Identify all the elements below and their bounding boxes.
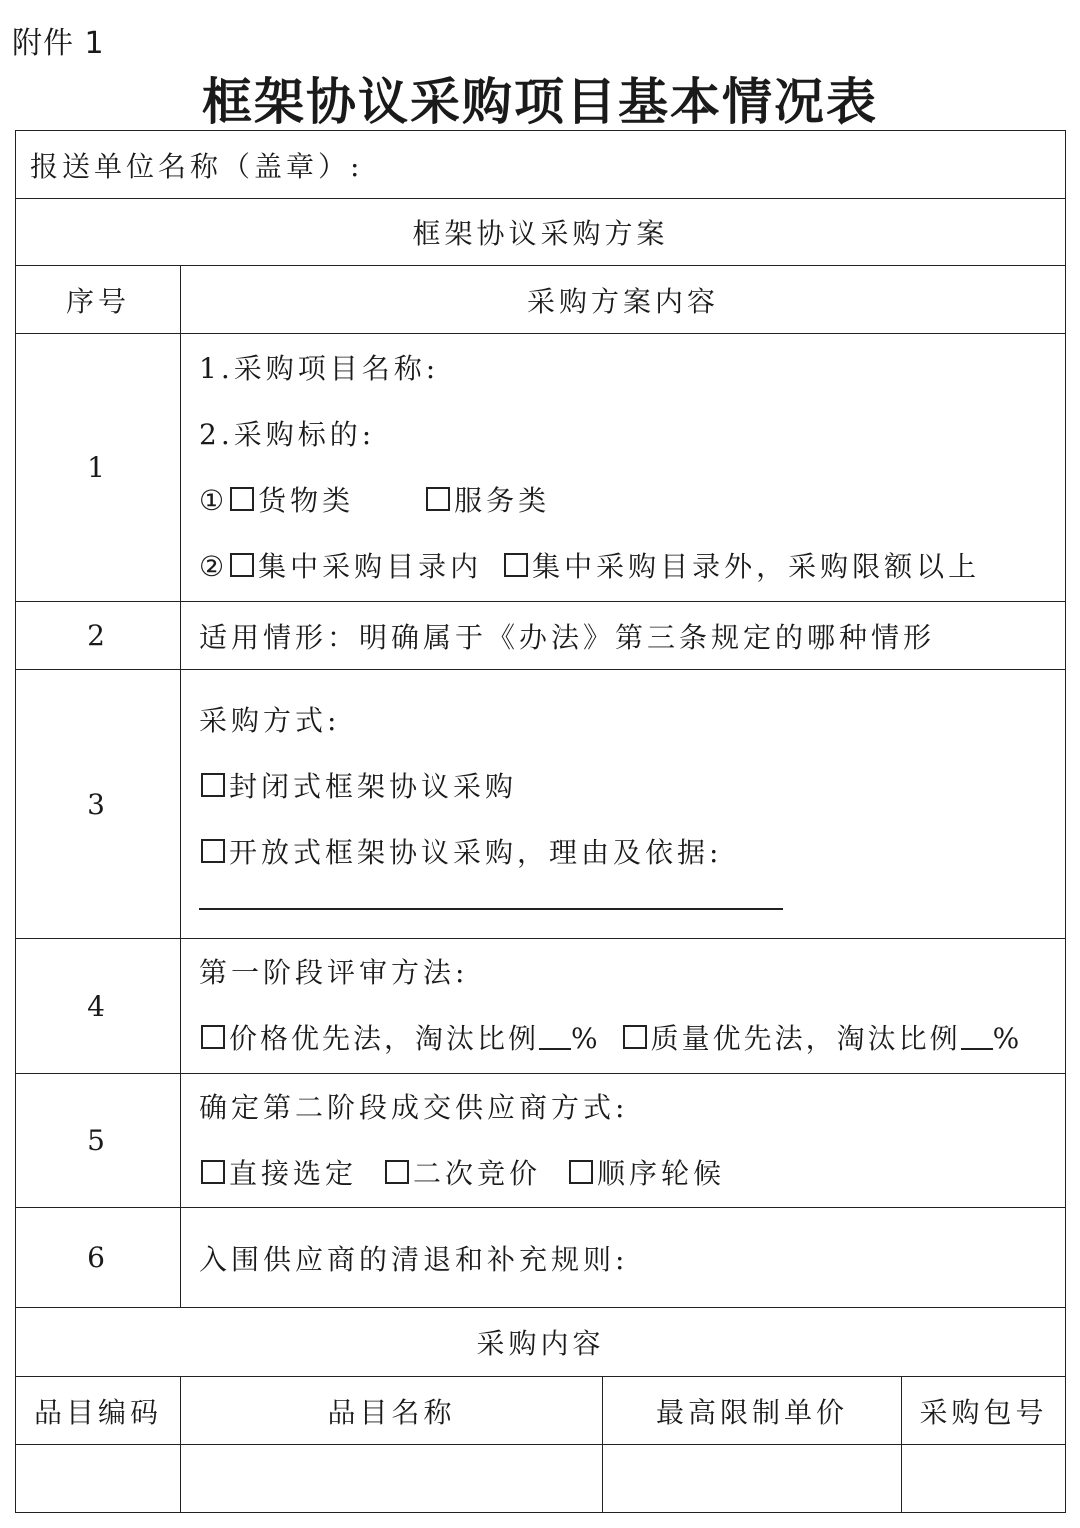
second-bid-checkbox[interactable]: [385, 1160, 409, 1184]
purchase-section-title: 采购内容: [16, 1308, 1066, 1377]
closed-label: 封闭式框架协议采购: [229, 770, 518, 803]
circled-one-mark: ①: [199, 483, 229, 517]
row-4-content: [181, 939, 1066, 1074]
item-code-header: 品目编码: [16, 1377, 181, 1445]
row-1-content: [181, 334, 1066, 602]
goods-checkbox[interactable]: [230, 487, 254, 511]
quality-priority-checkbox[interactable]: [623, 1025, 647, 1049]
max-price-header: 最高限制单价: [603, 1377, 902, 1445]
info-table: [15, 130, 1066, 1513]
package-number-header: 采购包号: [902, 1377, 1066, 1445]
price-priority-label: 价格优先法，淘汰比例: [229, 1022, 540, 1055]
row-5-seq: 5: [16, 1074, 181, 1208]
percent-sign: %: [571, 1022, 601, 1055]
max-price-cell[interactable]: [603, 1445, 902, 1513]
service-checkbox[interactable]: [426, 487, 450, 511]
row-5-content: [181, 1074, 1066, 1208]
out-catalog-checkbox[interactable]: [504, 553, 528, 577]
closed-checkbox[interactable]: [201, 773, 225, 797]
page-title: 框架协议采购项目基本情况表: [202, 72, 878, 131]
item-name-header: 品目名称: [181, 1377, 603, 1445]
catalog-options: [199, 534, 1065, 600]
percent-sign: %: [992, 1022, 1023, 1055]
open-checkbox[interactable]: [201, 839, 225, 863]
project-name-label: 1.采购项目名称:: [199, 351, 440, 385]
target-type-options: [199, 468, 1065, 534]
goods-label: 货物类: [258, 483, 355, 517]
procurement-target-label: 2.采购标的:: [199, 417, 376, 451]
price-priority-checkbox[interactable]: [201, 1025, 225, 1049]
direct-select-checkbox[interactable]: [201, 1160, 225, 1184]
second-bid-label: 二次竞价: [413, 1156, 542, 1190]
out-catalog-label: 集中采购目录外，采购限额以上: [532, 549, 981, 583]
row-3-seq: 3: [16, 670, 181, 939]
second-stage-options: [199, 1141, 1065, 1207]
evaluation-method-label: 第一阶段评审方法:: [199, 956, 469, 989]
quality-ratio-blank[interactable]: [961, 1024, 993, 1050]
second-stage-label: 确定第二阶段成交供应商方式:: [199, 1090, 629, 1124]
closed-option: [199, 754, 1065, 820]
circled-two-mark: ②: [199, 549, 229, 583]
unit-name-field[interactable]: [16, 131, 1066, 199]
row-3-content: [181, 670, 1066, 939]
plan-section-title: 框架协议采购方案: [16, 199, 1066, 266]
price-ratio-blank[interactable]: [539, 1024, 571, 1050]
rotation-label: 顺序轮候: [597, 1156, 726, 1190]
service-label: 服务类: [454, 483, 551, 517]
item-name-cell[interactable]: [181, 1445, 603, 1513]
in-catalog-label: 集中采购目录内: [258, 549, 483, 583]
unit-name-label: 报送单位名称（盖章）:: [30, 149, 364, 183]
row-2-seq: 2: [16, 602, 181, 670]
direct-select-label: 直接选定: [229, 1156, 358, 1190]
row-6-seq: 6: [16, 1208, 181, 1308]
row-1-seq: 1: [16, 334, 181, 602]
applicable-situation: 适用情形：明确属于《办法》第三条规定的哪种情形: [181, 602, 1066, 670]
reason-blank-line[interactable]: [199, 894, 783, 910]
seq-header: 序号: [16, 266, 181, 334]
evaluation-options: [199, 1006, 1065, 1072]
row-4-seq: 4: [16, 939, 181, 1074]
in-catalog-checkbox[interactable]: [230, 553, 254, 577]
content-header: 采购方案内容: [181, 266, 1066, 334]
procurement-method-label: 采购方式:: [199, 704, 341, 737]
attachment-label: 附件 1: [12, 26, 105, 61]
open-option: [199, 820, 1065, 886]
package-number-cell[interactable]: [902, 1445, 1066, 1513]
item-code-cell[interactable]: [16, 1445, 181, 1513]
supplier-rules: 入围供应商的清退和补充规则:: [181, 1208, 1066, 1308]
rotation-checkbox[interactable]: [569, 1160, 593, 1184]
open-label: 开放式框架协议采购，理由及依据:: [229, 836, 723, 869]
quality-priority-label: 质量优先法，淘汰比例: [650, 1022, 961, 1055]
